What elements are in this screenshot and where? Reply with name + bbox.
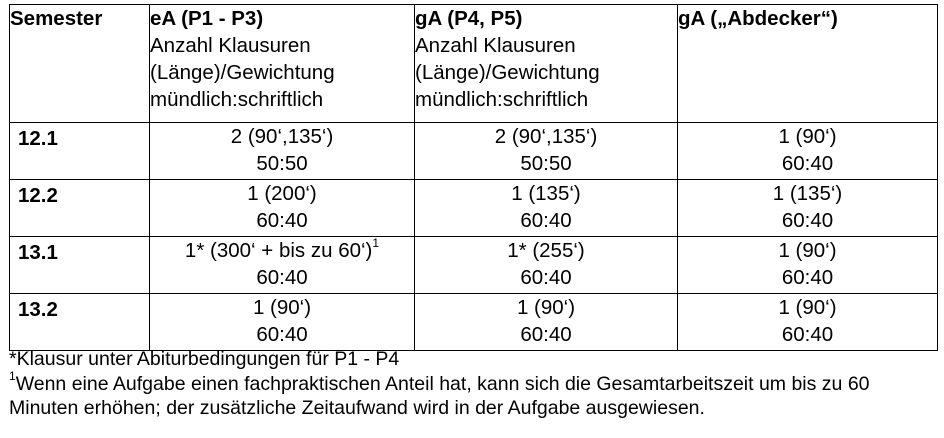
header-ea bbox=[150, 5, 415, 123]
cell-line: 1 (200‘) bbox=[247, 182, 317, 205]
semester-cell: 12.1 bbox=[10, 123, 150, 180]
cell-line: 1 (90‘) bbox=[778, 239, 837, 262]
cell-line: 1* (255‘) bbox=[507, 239, 585, 262]
cell-line: 50:50 bbox=[520, 152, 572, 175]
ea-cell bbox=[150, 123, 415, 180]
ga-cell bbox=[415, 123, 678, 180]
semester-cell: 12.2 bbox=[10, 180, 150, 237]
cell-line: 60:40 bbox=[781, 323, 834, 346]
header-sub: mündlich:schriftlich bbox=[150, 88, 324, 111]
abdecker-cell bbox=[678, 123, 938, 180]
cell-line: 1 (90‘) bbox=[252, 296, 312, 319]
table-row bbox=[10, 180, 938, 237]
cell-line: 60:40 bbox=[256, 209, 308, 232]
cell-line: 2 (90‘,135‘) bbox=[230, 125, 334, 148]
semester-cell: 13.1 bbox=[10, 237, 150, 294]
footnote-marker: 1 bbox=[372, 236, 380, 251]
header-title: Semester bbox=[10, 7, 103, 30]
cell-line: 1 (90‘) bbox=[778, 125, 837, 148]
ga-cell bbox=[415, 180, 678, 237]
header-sub: (Länge)/Gewichtung bbox=[150, 61, 335, 84]
footnote-text: Wenn eine Aufgabe einen fachpraktischen Anteil hat, kann sich die Gesamtarbeitszeit um bis zu 60 Minuten erhöhen; der zusätzliche Zeitaufwand wird in der Aufgabe ausgewiesen. bbox=[9, 372, 870, 419]
header-sub: Anzahl Klausuren bbox=[415, 34, 576, 57]
cell-line: 60:40 bbox=[781, 266, 834, 289]
header-title: gA („Abdecker“) bbox=[678, 7, 838, 30]
cell-line: 1 (90‘) bbox=[516, 296, 576, 319]
footnote-star: *Klausur unter Abiturbedingungen für P1 - P4 bbox=[9, 348, 400, 370]
header-sub: (Länge)/Gewichtung bbox=[415, 61, 600, 84]
header-semester bbox=[10, 5, 150, 123]
footnote-one bbox=[9, 369, 939, 421]
cell-line: 1* (300‘ + bis zu 60‘)$^1$ bbox=[184, 236, 380, 262]
cell-line: 1 (135‘) bbox=[511, 182, 581, 205]
header-sub: Anzahl Klausuren bbox=[150, 34, 311, 57]
footnote-marker: 1 bbox=[9, 369, 16, 383]
header-abdecker bbox=[678, 5, 938, 123]
cell-line: 60:40 bbox=[256, 266, 308, 289]
table-row bbox=[10, 237, 938, 294]
cell-line: 60:40 bbox=[520, 209, 572, 232]
header-row bbox=[10, 5, 938, 123]
table-row bbox=[10, 123, 938, 180]
header-ga bbox=[415, 5, 678, 123]
abdecker-cell bbox=[678, 294, 938, 351]
table-row bbox=[10, 294, 938, 351]
ga-cell bbox=[415, 237, 678, 294]
ea-cell bbox=[150, 180, 415, 237]
header-title: eA (P1 - P3) bbox=[150, 7, 264, 30]
cell-line: 60:40 bbox=[256, 323, 308, 346]
footnotes bbox=[9, 347, 939, 421]
ea-cell bbox=[150, 237, 415, 294]
cell-line: 50:50 bbox=[256, 152, 308, 175]
abdecker-cell bbox=[678, 237, 938, 294]
cell-line: 60:40 bbox=[520, 323, 572, 346]
header-title: gA (P4, P5) bbox=[415, 7, 523, 30]
cell-line: 2 (90‘,135‘) bbox=[494, 125, 598, 148]
cell-line: 60:40 bbox=[781, 209, 834, 232]
cell-line: 1 (90‘) bbox=[778, 296, 837, 319]
header-sub: mündlich:schriftlich bbox=[415, 88, 589, 111]
ea-cell bbox=[150, 294, 415, 351]
ga-cell bbox=[415, 294, 678, 351]
abdecker-cell bbox=[678, 180, 938, 237]
klausuren-table bbox=[9, 4, 938, 351]
cell-line: 1 (135‘) bbox=[772, 182, 843, 205]
semester-cell: 13.2 bbox=[10, 294, 150, 351]
cell-line: 60:40 bbox=[520, 266, 572, 289]
cell-line: 60:40 bbox=[781, 152, 834, 175]
